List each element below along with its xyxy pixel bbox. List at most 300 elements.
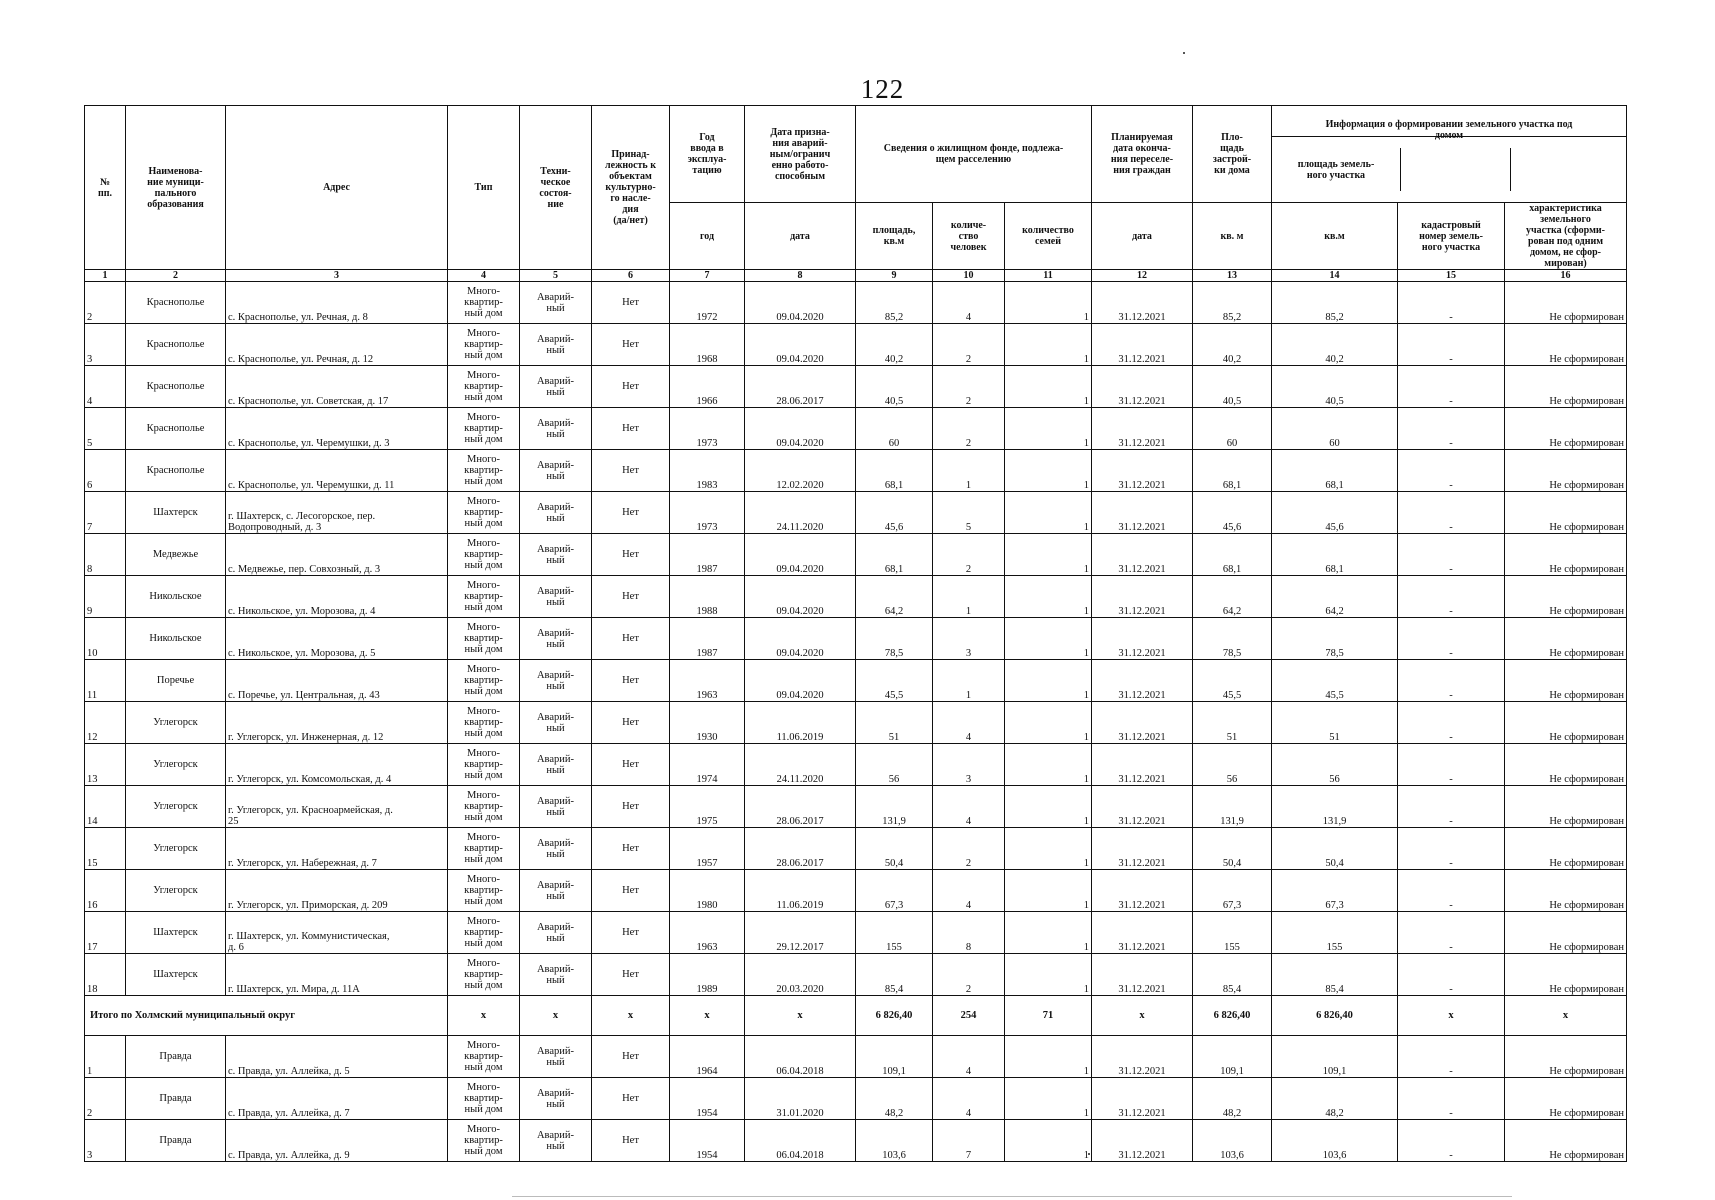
tech-condition: Аварий- ный xyxy=(520,786,592,828)
land-area: 131,9 xyxy=(1272,786,1398,828)
planned-date: 31.12.2021 xyxy=(1092,702,1193,744)
people-count: 4 xyxy=(933,282,1005,324)
total-year: x xyxy=(670,996,745,1036)
building-type: Много- квартир- ный дом xyxy=(448,366,520,408)
tech-condition: Аварий- ный xyxy=(520,576,592,618)
municipality: Правда xyxy=(126,1120,226,1162)
commission-year: 1989 xyxy=(670,954,745,996)
header-tech-condition: Техни- ческое состоя- ние xyxy=(520,106,592,270)
people-count: 8 xyxy=(933,912,1005,954)
table-row xyxy=(85,618,1627,660)
header-cadastral: кадастровый номер земель- ного участка xyxy=(1398,203,1505,270)
cadastral-number: - xyxy=(1398,492,1505,534)
planned-date: 31.12.2021 xyxy=(1092,1120,1193,1162)
recognition-date: 28.06.2017 xyxy=(745,366,856,408)
municipality: Краснополье xyxy=(126,282,226,324)
cadastral-number: - xyxy=(1398,912,1505,954)
table-row xyxy=(85,870,1627,912)
header-building-area-sub: кв. м xyxy=(1193,203,1272,270)
families-count: 1 xyxy=(1005,618,1092,660)
building-type: Много- квартир- ный дом xyxy=(448,324,520,366)
building-type: Много- квартир- ный дом xyxy=(448,1078,520,1120)
people-count: 2 xyxy=(933,828,1005,870)
planned-date: 31.12.2021 xyxy=(1092,324,1193,366)
people-count: 2 xyxy=(933,534,1005,576)
table-row xyxy=(85,954,1627,996)
cadastral-number: - xyxy=(1398,1036,1505,1078)
row-number: 3 xyxy=(85,1120,126,1162)
tech-condition: Аварий- ный xyxy=(520,660,592,702)
heritage: Нет xyxy=(592,1120,670,1162)
cadastral-number: - xyxy=(1398,576,1505,618)
column-number: 6 xyxy=(592,270,670,282)
column-number: 12 xyxy=(1092,270,1193,282)
scan-mark xyxy=(512,1196,1512,1197)
header-people-sub: количе- ство человек xyxy=(933,203,1005,270)
heritage: Нет xyxy=(592,1078,670,1120)
heritage: Нет xyxy=(592,366,670,408)
building-type: Много- квартир- ный дом xyxy=(448,954,520,996)
recognition-date: 24.11.2020 xyxy=(745,744,856,786)
building-type: Много- квартир- ный дом xyxy=(448,450,520,492)
families-count: 1 xyxy=(1005,450,1092,492)
column-number: 5 xyxy=(520,270,592,282)
fund-area: 68,1 xyxy=(856,534,933,576)
address: г. Углегорск, ул. Приморская, д. 209 xyxy=(226,870,448,912)
municipality: Краснополье xyxy=(126,366,226,408)
total-people: 254 xyxy=(933,996,1005,1036)
column-number: 11 xyxy=(1005,270,1092,282)
heritage: Нет xyxy=(592,828,670,870)
heritage: Нет xyxy=(592,492,670,534)
land-area: 155 xyxy=(1272,912,1398,954)
heritage: Нет xyxy=(592,744,670,786)
land-area: 67,3 xyxy=(1272,870,1398,912)
address: с. Поречье, ул. Центральная, д. 43 xyxy=(226,660,448,702)
recognition-date: 28.06.2017 xyxy=(745,828,856,870)
building-type: Много- квартир- ный дом xyxy=(448,828,520,870)
planned-date: 31.12.2021 xyxy=(1092,786,1193,828)
building-area: 131,9 xyxy=(1193,786,1272,828)
table-row xyxy=(85,912,1627,954)
families-count: 1 xyxy=(1005,576,1092,618)
address: г. Углегорск, ул. Комсомольская, д. 4 xyxy=(226,744,448,786)
total-condition: x xyxy=(520,996,592,1036)
header-address: Адрес xyxy=(226,106,448,270)
row-number: 2 xyxy=(85,1078,126,1120)
address: с. Краснополье, ул. Советская, д. 17 xyxy=(226,366,448,408)
table-row xyxy=(85,282,1627,324)
people-count: 4 xyxy=(933,870,1005,912)
land-status: Не сформирован xyxy=(1505,870,1627,912)
fund-area: 109,1 xyxy=(856,1036,933,1078)
total-label: Итого по Холмский муниципальный округ xyxy=(85,996,448,1036)
address: с. Краснополье, ул. Речная, д. 12 xyxy=(226,324,448,366)
total-cadastral: x xyxy=(1398,996,1505,1036)
building-type: Много- квартир- ный дом xyxy=(448,534,520,576)
building-area: 68,1 xyxy=(1193,534,1272,576)
heritage: Нет xyxy=(592,282,670,324)
fund-area: 68,1 xyxy=(856,450,933,492)
land-status: Не сформирован xyxy=(1505,744,1627,786)
header-land-group-title: Информация о формировании земельного участка под домом xyxy=(1272,117,1626,137)
cadastral-number: - xyxy=(1398,954,1505,996)
recognition-date: 28.06.2017 xyxy=(745,786,856,828)
planned-date: 31.12.2021 xyxy=(1092,408,1193,450)
address: г. Углегорск, ул. Набережная, д. 7 xyxy=(226,828,448,870)
row-number: 7 xyxy=(85,492,126,534)
building-area: 48,2 xyxy=(1193,1078,1272,1120)
address: с. Краснополье, ул. Черемушки, д. 11 xyxy=(226,450,448,492)
cadastral-number: - xyxy=(1398,282,1505,324)
total-planned: x xyxy=(1092,996,1193,1036)
column-number: 9 xyxy=(856,270,933,282)
commission-year: 1987 xyxy=(670,618,745,660)
recognition-date: 31.01.2020 xyxy=(745,1078,856,1120)
tech-condition: Аварий- ный xyxy=(520,1036,592,1078)
building-area: 40,5 xyxy=(1193,366,1272,408)
fund-area: 78,5 xyxy=(856,618,933,660)
land-status: Не сформирован xyxy=(1505,954,1627,996)
header-planned-group: Планируемая дата оконча- ния переселе- ния граждан xyxy=(1092,106,1193,203)
row-number: 14 xyxy=(85,786,126,828)
building-type: Много- квартир- ный дом xyxy=(448,744,520,786)
heritage: Нет xyxy=(592,1036,670,1078)
planned-date: 31.12.2021 xyxy=(1092,576,1193,618)
commission-year: 1973 xyxy=(670,408,745,450)
land-status: Не сформирован xyxy=(1505,912,1627,954)
header-fund-group: Сведения о жилищном фонде, подлежа- щем расселению xyxy=(856,106,1092,203)
land-status: Не сформирован xyxy=(1505,702,1627,744)
planned-date: 31.12.2021 xyxy=(1092,366,1193,408)
table-row xyxy=(85,450,1627,492)
land-area: 64,2 xyxy=(1272,576,1398,618)
municipality: Углегорск xyxy=(126,702,226,744)
header-cadastral-top xyxy=(1401,148,1511,191)
building-area: 155 xyxy=(1193,912,1272,954)
table-row xyxy=(85,744,1627,786)
recognition-date: 24.11.2020 xyxy=(745,492,856,534)
municipality: Углегорск xyxy=(126,744,226,786)
row-number: 16 xyxy=(85,870,126,912)
heritage: Нет xyxy=(592,534,670,576)
recognition-date: 09.04.2020 xyxy=(745,534,856,576)
tech-condition: Аварий- ный xyxy=(520,744,592,786)
header-planned-sub: дата xyxy=(1092,203,1193,270)
planned-date: 31.12.2021 xyxy=(1092,744,1193,786)
cadastral-number: - xyxy=(1398,1078,1505,1120)
building-type: Много- квартир- ный дом xyxy=(448,492,520,534)
column-number: 14 xyxy=(1272,270,1398,282)
people-count: 2 xyxy=(933,954,1005,996)
tech-condition: Аварий- ный xyxy=(520,324,592,366)
table-row xyxy=(85,534,1627,576)
building-area: 40,2 xyxy=(1193,324,1272,366)
families-count: 1 xyxy=(1005,282,1092,324)
row-number: 13 xyxy=(85,744,126,786)
table-row xyxy=(85,1078,1627,1120)
heritage: Нет xyxy=(592,702,670,744)
municipality: Поречье xyxy=(126,660,226,702)
column-number: 16 xyxy=(1505,270,1627,282)
header-row xyxy=(85,106,1627,203)
families-count: 1 xyxy=(1005,954,1092,996)
families-count: 1 xyxy=(1005,870,1092,912)
commission-year: 1973 xyxy=(670,492,745,534)
column-number: 15 xyxy=(1398,270,1505,282)
cadastral-number: - xyxy=(1398,324,1505,366)
planned-date: 31.12.2021 xyxy=(1092,870,1193,912)
families-count: 1 xyxy=(1005,1036,1092,1078)
commission-year: 1930 xyxy=(670,702,745,744)
column-number: 2 xyxy=(126,270,226,282)
land-status: Не сформирован xyxy=(1505,1036,1627,1078)
people-count: 1 xyxy=(933,450,1005,492)
header-recognition-group: Дата призна- ния аварий- ным/огранич енно работо- способным xyxy=(745,106,856,203)
families-count: 1 xyxy=(1005,324,1092,366)
table-row xyxy=(85,324,1627,366)
row-number: 17 xyxy=(85,912,126,954)
header-families-sub: количество семей xyxy=(1005,203,1092,270)
fund-area: 64,2 xyxy=(856,576,933,618)
fund-area: 131,9 xyxy=(856,786,933,828)
land-area: 68,1 xyxy=(1272,534,1398,576)
commission-year: 1954 xyxy=(670,1078,745,1120)
people-count: 5 xyxy=(933,492,1005,534)
table-row xyxy=(85,660,1627,702)
fund-area: 56 xyxy=(856,744,933,786)
land-status: Не сформирован xyxy=(1505,450,1627,492)
row-number: 3 xyxy=(85,324,126,366)
municipality: Правда xyxy=(126,1036,226,1078)
tech-condition: Аварий- ный xyxy=(520,282,592,324)
cadastral-number: - xyxy=(1398,744,1505,786)
address: с. Правда, ул. Аллейка, д. 5 xyxy=(226,1036,448,1078)
land-area: 68,1 xyxy=(1272,450,1398,492)
row-number: 2 xyxy=(85,282,126,324)
heritage: Нет xyxy=(592,912,670,954)
tech-condition: Аварий- ный xyxy=(520,618,592,660)
commission-year: 1964 xyxy=(670,1036,745,1078)
building-area: 45,6 xyxy=(1193,492,1272,534)
recognition-date: 09.04.2020 xyxy=(745,660,856,702)
heritage: Нет xyxy=(592,408,670,450)
building-type: Много- квартир- ный дом xyxy=(448,660,520,702)
row-number: 12 xyxy=(85,702,126,744)
column-number: 10 xyxy=(933,270,1005,282)
column-number: 3 xyxy=(226,270,448,282)
heritage: Нет xyxy=(592,618,670,660)
building-area: 67,3 xyxy=(1193,870,1272,912)
total-date: x xyxy=(745,996,856,1036)
commission-year: 1983 xyxy=(670,450,745,492)
row-number: 6 xyxy=(85,450,126,492)
fund-area: 48,2 xyxy=(856,1078,933,1120)
fund-area: 85,4 xyxy=(856,954,933,996)
address: с. Никольское, ул. Морозова, д. 4 xyxy=(226,576,448,618)
municipality: Углегорск xyxy=(126,786,226,828)
families-count: 1 xyxy=(1005,702,1092,744)
fund-area: 45,6 xyxy=(856,492,933,534)
commission-year: 1957 xyxy=(670,828,745,870)
planned-date: 31.12.2021 xyxy=(1092,912,1193,954)
people-count: 7 xyxy=(933,1120,1005,1162)
land-area: 50,4 xyxy=(1272,828,1398,870)
building-area: 45,5 xyxy=(1193,660,1272,702)
land-area: 48,2 xyxy=(1272,1078,1398,1120)
land-status: Не сформирован xyxy=(1505,1120,1627,1162)
land-area: 56 xyxy=(1272,744,1398,786)
heritage: Нет xyxy=(592,660,670,702)
recognition-date: 12.02.2020 xyxy=(745,450,856,492)
tech-condition: Аварий- ный xyxy=(520,912,592,954)
cadastral-number: - xyxy=(1398,870,1505,912)
building-type: Много- квартир- ный дом xyxy=(448,618,520,660)
fund-area: 45,5 xyxy=(856,660,933,702)
address: с. Никольское, ул. Морозова, д. 5 xyxy=(226,618,448,660)
recognition-date: 20.03.2020 xyxy=(745,954,856,996)
recognition-date: 09.04.2020 xyxy=(745,618,856,660)
total-families: 71 xyxy=(1005,996,1092,1036)
column-number: 7 xyxy=(670,270,745,282)
building-area: 85,4 xyxy=(1193,954,1272,996)
building-type: Много- квартир- ный дом xyxy=(448,702,520,744)
header-land-area-sub: кв.м xyxy=(1272,203,1398,270)
fund-area: 103,6 xyxy=(856,1120,933,1162)
people-count: 4 xyxy=(933,1036,1005,1078)
building-area: 56 xyxy=(1193,744,1272,786)
municipality: Медвежье xyxy=(126,534,226,576)
building-area: 50,4 xyxy=(1193,828,1272,870)
commission-year: 1980 xyxy=(670,870,745,912)
header-land-subgroup xyxy=(1272,148,1626,191)
people-count: 1 xyxy=(933,576,1005,618)
commission-year: 1972 xyxy=(670,282,745,324)
planned-date: 31.12.2021 xyxy=(1092,1036,1193,1078)
commission-year: 1987 xyxy=(670,534,745,576)
fund-area: 60 xyxy=(856,408,933,450)
families-count: 1 xyxy=(1005,408,1092,450)
heritage: Нет xyxy=(592,324,670,366)
families-count: 1 xyxy=(1005,744,1092,786)
families-count: 1 xyxy=(1005,912,1092,954)
heritage: Нет xyxy=(592,450,670,492)
families-count: 1 xyxy=(1005,534,1092,576)
header-land-status-top xyxy=(1511,148,1626,191)
header-num: № пп. xyxy=(85,106,126,270)
land-status: Не сформирован xyxy=(1505,408,1627,450)
header-area-sub: площадь, кв.м xyxy=(856,203,933,270)
cadastral-number: - xyxy=(1398,366,1505,408)
fund-area: 50,4 xyxy=(856,828,933,870)
cadastral-number: - xyxy=(1398,660,1505,702)
fund-area: 40,2 xyxy=(856,324,933,366)
building-area: 60 xyxy=(1193,408,1272,450)
header-type: Тип xyxy=(448,106,520,270)
land-area: 45,5 xyxy=(1272,660,1398,702)
column-number: 4 xyxy=(448,270,520,282)
page-number: 122 xyxy=(860,74,905,104)
families-count: 1 xyxy=(1005,1078,1092,1120)
municipality: Шахтерск xyxy=(126,954,226,996)
fund-area: 51 xyxy=(856,702,933,744)
recognition-date: 09.04.2020 xyxy=(745,282,856,324)
column-number: 13 xyxy=(1193,270,1272,282)
people-count: 4 xyxy=(933,786,1005,828)
row-number: 8 xyxy=(85,534,126,576)
people-count: 3 xyxy=(933,744,1005,786)
recognition-date: 11.06.2019 xyxy=(745,702,856,744)
header-land-group xyxy=(1272,106,1627,203)
families-count: 1 xyxy=(1005,1120,1092,1162)
commission-year: 1963 xyxy=(670,660,745,702)
header-heritage: Принад- лежность к объектам культурно- го насле- дия (да/нет) xyxy=(592,106,670,270)
land-area: 40,5 xyxy=(1272,366,1398,408)
land-area: 103,6 xyxy=(1272,1120,1398,1162)
land-area: 60 xyxy=(1272,408,1398,450)
building-area: 85,2 xyxy=(1193,282,1272,324)
table-row xyxy=(85,828,1627,870)
address: г. Шахтерск, с. Лесогорское, пер. Водопроводный, д. 3 xyxy=(226,492,448,534)
building-area: 109,1 xyxy=(1193,1036,1272,1078)
land-area: 45,6 xyxy=(1272,492,1398,534)
header-year-group: Год ввода в эксплуа- тацию xyxy=(670,106,745,203)
people-count: 4 xyxy=(933,702,1005,744)
land-area: 85,4 xyxy=(1272,954,1398,996)
header-building-area-group: Пло- щадь застрой- ки дома xyxy=(1193,106,1272,203)
municipality: Шахтерск xyxy=(126,492,226,534)
planned-date: 31.12.2021 xyxy=(1092,1078,1193,1120)
row-number: 18 xyxy=(85,954,126,996)
fund-area: 67,3 xyxy=(856,870,933,912)
planned-date: 31.12.2021 xyxy=(1092,828,1193,870)
land-area: 109,1 xyxy=(1272,1036,1398,1078)
commission-year: 1974 xyxy=(670,744,745,786)
total-type: x xyxy=(448,996,520,1036)
land-status: Не сформирован xyxy=(1505,366,1627,408)
cadastral-number: - xyxy=(1398,618,1505,660)
planned-date: 31.12.2021 xyxy=(1092,450,1193,492)
building-type: Много- квартир- ный дом xyxy=(448,912,520,954)
recognition-date: 09.04.2020 xyxy=(745,324,856,366)
tech-condition: Аварий- ный xyxy=(520,1120,592,1162)
people-count: 3 xyxy=(933,618,1005,660)
row-number: 10 xyxy=(85,618,126,660)
municipality: Краснополье xyxy=(126,408,226,450)
people-count: 2 xyxy=(933,366,1005,408)
cadastral-number: - xyxy=(1398,450,1505,492)
heritage: Нет xyxy=(592,786,670,828)
building-area: 68,1 xyxy=(1193,450,1272,492)
municipality: Никольское xyxy=(126,576,226,618)
column-number-row xyxy=(85,270,1627,282)
header-land-area: площадь земель- ного участка xyxy=(1272,148,1401,191)
land-status: Не сформирован xyxy=(1505,828,1627,870)
column-number: 8 xyxy=(745,270,856,282)
people-count: 2 xyxy=(933,324,1005,366)
tech-condition: Аварий- ный xyxy=(520,954,592,996)
recognition-date: 11.06.2019 xyxy=(745,870,856,912)
fund-area: 155 xyxy=(856,912,933,954)
recognition-date: 09.04.2020 xyxy=(745,408,856,450)
address: с. Краснополье, ул. Речная, д. 8 xyxy=(226,282,448,324)
people-count: 4 xyxy=(933,1078,1005,1120)
total-land-status: x xyxy=(1505,996,1627,1036)
address: с. Медвежье, пер. Совхозный, д. 3 xyxy=(226,534,448,576)
tech-condition: Аварий- ный xyxy=(520,366,592,408)
building-area: 78,5 xyxy=(1193,618,1272,660)
cadastral-number: - xyxy=(1398,408,1505,450)
